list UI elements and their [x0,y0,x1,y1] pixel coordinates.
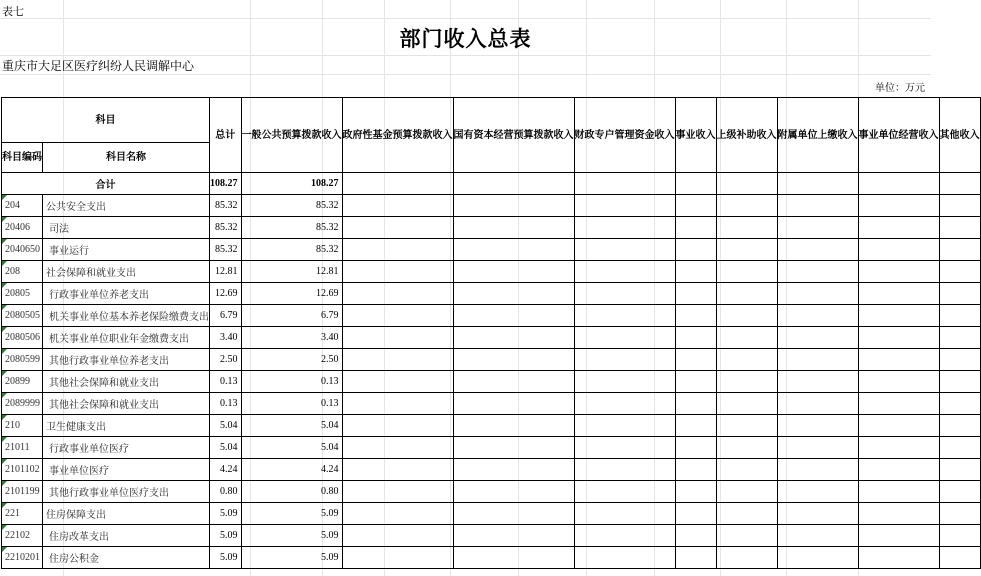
empty-cell [716,261,777,283]
header-business: 事业收入 [675,98,716,173]
empty-cell [858,371,939,393]
subject-code-cell: 20406 [2,217,43,239]
general-budget-cell: 0.13 [241,393,342,415]
empty-cell [939,415,980,437]
total-cell: 85.32 [210,217,242,239]
subject-name-cell: 事业运行 [43,239,210,261]
total-cell: 2.50 [210,349,242,371]
subject-name-cell: 机关事业单位职业年金缴费支出 [43,327,210,349]
subject-code-cell: 22102 [2,525,43,547]
empty-cell [453,305,574,327]
empty-cell [342,393,453,415]
empty-cell [675,393,716,415]
empty-cell [453,371,574,393]
total-cell: 0.13 [210,371,242,393]
empty-cell [675,283,716,305]
empty-cell [858,481,939,503]
empty-cell [675,525,716,547]
total-cell: 0.13 [210,393,242,415]
subject-code-cell: 2080506 [2,327,43,349]
total-cell: 3.40 [210,327,242,349]
empty-cell [716,503,777,525]
empty-cell [453,415,574,437]
subject-code-cell: 2080599 [2,349,43,371]
empty-cell [716,437,777,459]
total-cell: 4.24 [210,459,242,481]
subject-name-cell: 事业单位医疗 [43,459,210,481]
summary-total: 108.27 [210,173,242,195]
summary-row [2,173,981,195]
subject-name-cell: 住房公积金 [43,547,210,569]
table-row [2,481,981,503]
empty-cell [777,283,858,305]
empty-cell [777,393,858,415]
empty-cell [453,503,574,525]
empty-cell [342,547,453,569]
empty-cell [574,481,675,503]
total-cell: 85.32 [210,239,242,261]
subject-code-cell: 221 [2,503,43,525]
empty-cell [716,459,777,481]
empty-cell [453,261,574,283]
subject-name-cell: 其他社会保障和就业支出 [43,393,210,415]
empty-cell [858,217,939,239]
empty-cell [939,371,980,393]
empty-cell [939,393,980,415]
subject-name-cell: 其他行政事业单位医疗支出 [43,481,210,503]
empty-cell [858,283,939,305]
empty-cell [777,371,858,393]
empty-cell [777,481,858,503]
empty-cell [574,283,675,305]
empty-cell [777,547,858,569]
subject-code-cell: 208 [2,261,43,283]
empty-cell [342,305,453,327]
empty-cell [716,393,777,415]
empty-cell [716,195,777,217]
empty-cell [939,195,980,217]
header-other: 其他收入 [939,98,980,173]
empty-cell [675,349,716,371]
empty-cell [716,547,777,569]
subject-name-cell: 机关事业单位基本养老保险缴费支出 [43,305,210,327]
total-cell: 6.79 [210,305,242,327]
general-budget-cell: 5.09 [241,503,342,525]
empty-cell [716,415,777,437]
empty-cell [675,327,716,349]
table-row [2,547,981,569]
empty-cell [858,349,939,371]
empty-cell [716,327,777,349]
sheet-label: 表七 [2,5,24,18]
empty-cell [675,239,716,261]
empty-cell [716,217,777,239]
empty-cell [574,371,675,393]
subject-code-cell: 2080505 [2,305,43,327]
empty-cell [342,217,453,239]
income-table [1,97,981,569]
header-gov-fund: 政府性基金预算拨款收入 [342,98,453,173]
subject-code-cell: 20805 [2,283,43,305]
empty-cell [777,305,858,327]
header-special-account: 财政专户管理资金收入 [574,98,675,173]
empty-cell [777,503,858,525]
header-subject-code: 科目编码 [2,143,43,173]
empty-cell [858,305,939,327]
empty-cell [675,547,716,569]
subject-name-cell: 社会保障和就业支出 [43,261,210,283]
empty-cell [453,217,574,239]
general-budget-cell: 4.24 [241,459,342,481]
empty-cell [777,217,858,239]
empty-cell [574,547,675,569]
empty-cell [777,459,858,481]
empty-cell [453,459,574,481]
page-title: 部门收入总表 [399,26,532,51]
header-subject-group: 科目 [2,98,210,143]
table-row [2,349,981,371]
unit-label: 单位：万元 [875,83,925,94]
empty-cell [574,393,675,415]
empty-cell [453,195,574,217]
empty-cell [675,217,716,239]
empty-cell [777,437,858,459]
subject-name-cell: 其他行政事业单位养老支出 [43,349,210,371]
empty-cell [574,525,675,547]
general-budget-cell: 85.32 [241,217,342,239]
empty-cell [342,481,453,503]
empty-cell [453,525,574,547]
empty-cell [858,195,939,217]
empty-cell [675,195,716,217]
empty-cell [453,349,574,371]
table-row [2,195,981,217]
empty-cell [939,283,980,305]
table-row [2,327,981,349]
empty-cell [716,283,777,305]
empty-cell [858,261,939,283]
empty-cell [574,327,675,349]
empty-cell [675,261,716,283]
empty-cell [453,327,574,349]
table-row [2,503,981,525]
table-row [2,525,981,547]
empty-cell [574,261,675,283]
general-budget-cell: 85.32 [241,195,342,217]
empty-cell [342,195,453,217]
empty-cell [716,481,777,503]
empty-cell [939,503,980,525]
empty-cell [777,327,858,349]
subject-name-cell: 住房保障支出 [43,503,210,525]
general-budget-cell: 2.50 [241,349,342,371]
empty-cell [939,261,980,283]
empty-cell [675,371,716,393]
subject-name-cell: 住房改革支出 [43,525,210,547]
general-budget-cell: 85.32 [241,239,342,261]
general-budget-cell: 0.80 [241,481,342,503]
empty-cell [453,283,574,305]
empty-cell [858,415,939,437]
table-row [2,283,981,305]
empty-cell [342,327,453,349]
empty-cell [574,437,675,459]
subject-code-cell: 2089999 [2,393,43,415]
table-row [2,437,981,459]
subject-code-cell: 20899 [2,371,43,393]
general-budget-cell: 12.69 [241,283,342,305]
empty-cell [858,547,939,569]
total-cell: 5.09 [210,547,242,569]
general-budget-cell: 12.81 [241,261,342,283]
header-general-budget: 一般公共预算拨款收入 [241,98,342,173]
empty-cell [574,195,675,217]
subject-code-cell: 210 [2,415,43,437]
total-cell: 5.04 [210,415,242,437]
table-row [2,217,981,239]
table-row [2,371,981,393]
empty-cell [675,459,716,481]
organization-name: 重庆市大足区医疗纠纷人民调解中心 [2,59,195,73]
summary-label: 合计 [2,173,210,195]
subject-name-cell: 卫生健康支出 [43,415,210,437]
general-budget-cell: 5.04 [241,415,342,437]
empty-cell [342,437,453,459]
empty-cell [453,239,574,261]
total-cell: 0.80 [210,481,242,503]
empty-cell [675,415,716,437]
general-budget-cell: 5.09 [241,547,342,569]
general-budget-cell: 3.40 [241,327,342,349]
table-row [2,393,981,415]
empty-cell [574,503,675,525]
empty-cell [342,283,453,305]
empty-cell [453,547,574,569]
general-budget-cell: 5.04 [241,437,342,459]
empty-cell [858,525,939,547]
table-row [2,415,981,437]
empty-cell [342,459,453,481]
subject-name-cell: 行政事业单位养老支出 [43,283,210,305]
summary-general-budget: 108.27 [241,173,342,195]
empty-cell [342,415,453,437]
subject-name-cell: 其他社会保障和就业支出 [43,371,210,393]
empty-cell [939,239,980,261]
total-cell: 5.09 [210,525,242,547]
table-row [2,239,981,261]
general-budget-cell: 6.79 [241,305,342,327]
empty-cell [858,239,939,261]
subject-code-cell: 2040650 [2,239,43,261]
empty-cell [777,525,858,547]
table-row [2,305,981,327]
header-total: 总计 [210,98,242,173]
empty-cell [858,503,939,525]
empty-cell [453,481,574,503]
subject-name-cell: 司法 [43,217,210,239]
empty-cell [777,239,858,261]
empty-cell [858,437,939,459]
subject-name-cell: 公共安全支出 [43,195,210,217]
empty-cell [574,459,675,481]
subject-code-cell: 21011 [2,437,43,459]
empty-cell [453,393,574,415]
empty-cell [716,305,777,327]
header-business-operation: 事业单位经营收入 [858,98,939,173]
empty-cell [939,459,980,481]
empty-cell [574,415,675,437]
empty-cell [574,217,675,239]
general-budget-cell: 0.13 [241,371,342,393]
empty-cell [777,195,858,217]
header-subsidiary-turnover: 附属单位上缴收入 [777,98,858,173]
general-budget-cell: 5.09 [241,525,342,547]
empty-cell [675,437,716,459]
subject-code-cell: 2101199 [2,481,43,503]
empty-cell [574,349,675,371]
empty-cell [939,217,980,239]
empty-cell [939,437,980,459]
table-row [2,261,981,283]
empty-cell [939,525,980,547]
empty-cell [716,239,777,261]
empty-cell [342,503,453,525]
empty-cell [716,525,777,547]
empty-cell [342,239,453,261]
empty-cell [342,525,453,547]
empty-cell [342,261,453,283]
empty-cell [939,547,980,569]
empty-cell [939,349,980,371]
total-cell: 12.69 [210,283,242,305]
header-superior-subsidy: 上级补助收入 [716,98,777,173]
total-cell: 12.81 [210,261,242,283]
empty-cell [675,481,716,503]
subject-code-cell: 2210201 [2,547,43,569]
total-cell: 5.09 [210,503,242,525]
empty-cell [858,459,939,481]
empty-cell [574,305,675,327]
empty-cell [939,305,980,327]
table-row [2,459,981,481]
empty-cell [675,503,716,525]
empty-cell [939,481,980,503]
empty-cell [342,349,453,371]
total-cell: 85.32 [210,195,242,217]
total-cell: 5.04 [210,437,242,459]
subject-code-cell: 204 [2,195,43,217]
empty-cell [716,349,777,371]
header-state-capital: 国有资本经营预算拨款收入 [453,98,574,173]
empty-cell [777,415,858,437]
empty-cell [939,327,980,349]
header-subject-name: 科目名称 [43,143,210,173]
empty-cell [858,393,939,415]
subject-name-cell: 行政事业单位医疗 [43,437,210,459]
subject-code-cell: 2101102 [2,459,43,481]
empty-cell [574,239,675,261]
empty-cell [716,371,777,393]
empty-cell [777,261,858,283]
empty-cell [342,371,453,393]
empty-cell [453,437,574,459]
empty-cell [858,327,939,349]
empty-cell [777,349,858,371]
empty-cell [675,305,716,327]
